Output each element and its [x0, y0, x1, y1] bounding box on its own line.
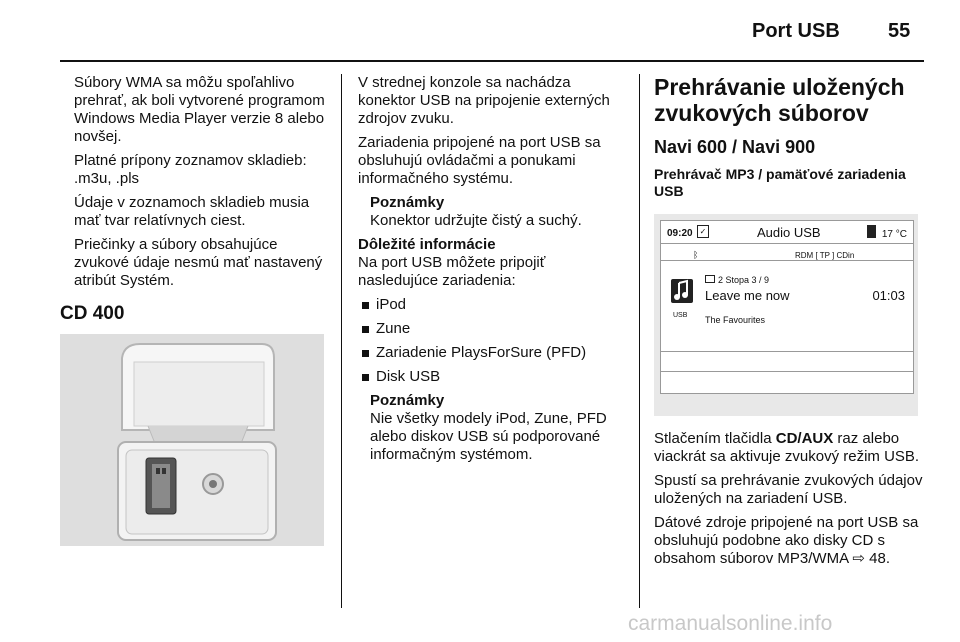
sub-subsection-heading: Prehrávač MP3 / pamäťové zariadenia USB [654, 166, 906, 199]
phone-icon [867, 225, 876, 238]
list-item: Disk USB [358, 368, 624, 386]
screen-top-bar [661, 221, 913, 244]
paragraph [654, 430, 926, 466]
column-divider [639, 74, 640, 608]
artist-name: The Favourites [705, 315, 766, 325]
paragraph: Priečinky a súbory obsahujúce zvukové údaje nesmú mať nastavený atribút Systém. [74, 236, 323, 289]
paragraph [654, 514, 926, 568]
column-divider [341, 74, 342, 608]
page-reference[interactable]: 48. [869, 550, 891, 567]
screen-time: 09:20 [667, 228, 693, 239]
screen-status: RDM [ TP ] CDin [795, 251, 855, 260]
cd400-heading: CD 400 [60, 303, 125, 324]
screen-divider [661, 371, 913, 372]
paragraph: Údaje v zoznamoch skladieb musia mať tvar relatívnych ciest. [74, 194, 310, 229]
list-item: Zariadenie PlaysForSure (PFD) [358, 344, 624, 362]
screen-temperature: 17 °C [881, 229, 907, 240]
screen-divider [661, 351, 913, 352]
text: Dátové zdroje pripojené na port USB sa obsluhujú podobne ako disky CD s obsahom súborov MP3/WMA [654, 514, 919, 567]
usb-music-icon [671, 279, 693, 303]
text: raz alebo viackrát sa aktivuje zvukový režim USB. [654, 430, 920, 465]
page-number: 55 [888, 20, 911, 42]
screen-status-row [661, 244, 913, 261]
folder-icon [705, 275, 715, 283]
track-text: 2 Stopa 3 / 9 [718, 275, 770, 285]
paragraph: Spustí sa prehrávanie zvukových údajov uložených na zariadení USB. [654, 472, 923, 507]
note-text: Konektor udržujte čistý a suchý. [370, 212, 582, 229]
paragraph: Na port USB môžete pripojiť nasledujúce zariadenia: [358, 254, 546, 289]
page-header [0, 0, 960, 62]
note-text: Nie všetky modely iPod, Zune, PFD alebo diskov USB sú podporované informačným systémom. [370, 410, 607, 463]
subsection-heading: Navi 600 / Navi 900 [654, 137, 816, 157]
device-list [358, 296, 624, 386]
note-box [370, 194, 624, 230]
section-heading: Prehrávanie uložených zvukových súborov [654, 74, 905, 126]
header-title: Port USB [752, 20, 840, 42]
list-item: iPod [358, 296, 624, 314]
elapsed-time: 01:03 [872, 288, 905, 303]
paragraph: Súbory WMA sa môžu spoľahlivo prehrať, ak boli vytvorené programom Windows Media Player verzie 8 alebo novšej. [74, 74, 325, 145]
bluetooth-icon: ᛒ [693, 250, 699, 260]
usb-port-photo [60, 334, 324, 546]
paragraph: Platné prípony zoznamov skladieb: .m3u, .pls [74, 152, 307, 187]
page-reference-icon[interactable]: ⇨ [852, 550, 865, 567]
song-title: Leave me now [705, 288, 790, 303]
audio-usb-screen-image [654, 214, 918, 416]
column-3 [654, 74, 926, 574]
text: Stlačením tlačidla [654, 430, 776, 447]
screen-display [660, 220, 914, 394]
screen-check-icon: ✓ [697, 225, 709, 238]
cd-aux-button-ref: CD/AUX [775, 430, 834, 447]
important-heading: Dôležité informácie [358, 236, 496, 253]
paragraph: V strednej konzole sa nachádza konektor USB na pripojenie externých zdrojov zvuku. [358, 74, 610, 127]
note-box [370, 392, 624, 464]
header-rule [60, 60, 924, 62]
column-2 [358, 74, 624, 470]
column-1 [74, 74, 328, 296]
watermark: carmanualsonline.info [628, 612, 833, 635]
note-title: Poznámky [370, 392, 445, 409]
paragraph: Zariadenia pripojené na port USB sa obsluhujú ovládačmi a ponukami informačného systému. [358, 134, 601, 187]
usb-label: USB [673, 312, 688, 319]
screen-title: Audio USB [757, 225, 821, 240]
note-title: Poznámky [370, 194, 445, 211]
list-item: Zune [358, 320, 624, 338]
